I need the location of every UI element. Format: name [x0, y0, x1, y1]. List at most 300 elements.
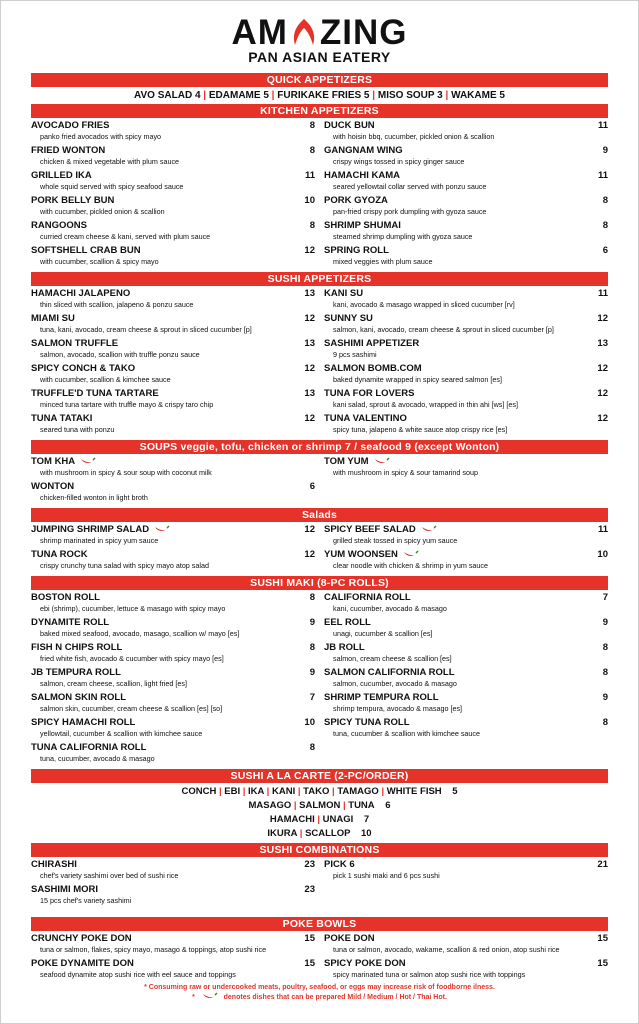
menu-item-title-row — [324, 313, 608, 324]
menu-item — [31, 120, 315, 145]
menu-item-name: RANGOONS — [31, 220, 87, 231]
menu-item-price: 12 — [304, 363, 315, 374]
menu-item-price: 8 — [309, 220, 315, 231]
menu-item-title-row — [324, 667, 608, 678]
logo-text-left: AM — [231, 13, 288, 52]
menu-item-name: SOFTSHELL CRAB BUN — [31, 245, 141, 256]
menu-item-name: PORK GYOZA — [324, 195, 388, 206]
menu-item — [31, 195, 315, 220]
menu-item — [31, 958, 315, 983]
menu-item-description: salmon, avocado, scallion with truffle ponzu sauce — [40, 350, 200, 359]
menu-item-title-row — [31, 742, 315, 753]
menu-item-description: crispy crunchy tuna salad with spicy mayo atop salad — [40, 561, 209, 570]
quick-appetizer: MISO SOUP 3 — [377, 90, 443, 101]
menu-item-price: 11 — [597, 120, 608, 131]
menu-grid — [31, 288, 608, 438]
menu-item-name-wrap — [31, 288, 130, 299]
menu-item-price: 8 — [602, 717, 608, 728]
menu-column-left — [31, 859, 315, 909]
menu-item-title-row — [324, 524, 608, 535]
menu-item-description: ebi (shrimp), cucumber, lettuce & masago with spicy mayo — [40, 604, 226, 613]
separator: | — [369, 90, 378, 101]
menu-item-description: tuna or salmon, flakes, spicy mayo, masago & toppings, atop sushi rice — [40, 945, 267, 954]
menu-item-name: DYNAMITE ROLL — [31, 617, 110, 628]
menu-item-name-wrap — [31, 245, 141, 256]
quick-appetizers-list — [31, 89, 608, 102]
menu-item — [324, 170, 608, 195]
menu-item-price: 13 — [304, 388, 315, 399]
menu-item — [324, 413, 608, 438]
menu-item-name-wrap — [324, 717, 410, 728]
menu-item-title-row — [324, 958, 608, 969]
menu-column-left — [31, 933, 315, 983]
chili-pepper-icon — [80, 457, 96, 465]
menu-item-title-row — [324, 642, 608, 653]
menu-item-name: SPICY TUNA ROLL — [324, 717, 410, 728]
menu-item-name: HAMACHI KAMA — [324, 170, 400, 181]
menu-item-description: curried cream cheese & kani, served with plum sauce — [40, 232, 211, 241]
menu-item-title-row — [31, 170, 315, 181]
menu-item-description: grilled steak tossed in spicy yum sauce — [333, 536, 458, 545]
menu-item-name: TUNA VALENTINO — [324, 413, 407, 424]
menu-item-title-row — [31, 120, 315, 131]
alacarte-fish: SCALLOP — [305, 828, 351, 839]
menu-item-title-row — [31, 145, 315, 156]
menu-item-name-wrap — [324, 363, 422, 374]
spacer — [375, 800, 386, 811]
menu-column-right — [324, 524, 608, 574]
menu-item-name-wrap — [31, 692, 126, 703]
menu-item-title-row — [31, 313, 315, 324]
menu-item-title-row — [31, 338, 315, 349]
menu-item-name: SALMON TRUFFLE — [31, 338, 119, 349]
menu-item-name-wrap — [31, 617, 109, 628]
spacer — [31, 909, 608, 915]
menu-item-name: SPICY CONCH & TAKO — [31, 363, 136, 374]
menu-item-description: thin sliced with scallion, jalapeno & ponzu sauce — [40, 300, 194, 309]
menu-item — [324, 363, 608, 388]
menu-item-title-row — [31, 456, 315, 467]
menu-item-price: 8 — [309, 642, 315, 653]
menu-item-title-row — [31, 481, 315, 492]
menu-item — [31, 667, 315, 692]
menu-item-price: 6 — [602, 245, 608, 256]
menu-item-description: kani, avocado & masago wrapped in sliced cucumber [rv] — [333, 300, 515, 309]
menu-item-description: crispy wings tossed in spicy ginger sauce — [333, 157, 465, 166]
menu-item-description: whole squid served with spicy seafood sauce — [40, 182, 184, 191]
menu-item-name: FISH N CHIPS ROLL — [31, 642, 123, 653]
menu-item-name-wrap — [324, 313, 373, 324]
menu-item-price: 12 — [304, 524, 315, 535]
menu-item-price: 15 — [597, 933, 608, 944]
menu-item-title-row — [324, 145, 608, 156]
menu-item — [324, 120, 608, 145]
menu-item-description: kani, cucumber, avocado & masago — [333, 604, 447, 613]
menu-item-name: SHRIMP SHUMAI — [324, 220, 401, 231]
separator: | — [295, 786, 304, 797]
menu-item-title-row — [324, 717, 608, 728]
menu-item-title-row — [31, 220, 315, 231]
menu-item-description: chef's variety sashimi over bed of sushi rice — [40, 871, 179, 880]
menu-item-description: spicy tuna, jalapeno & white sauce atop crispy rice [es] — [333, 425, 508, 434]
section-header: POKE BOWLS — [31, 917, 608, 931]
alacarte-fish: TUNA — [348, 800, 375, 811]
menu-item — [31, 338, 315, 363]
menu-item — [31, 313, 315, 338]
menu-item-title-row — [31, 717, 315, 728]
menu-item-name: SPICY BEEF SALAD — [324, 524, 416, 535]
menu-item-description: with cucumber, scallion & kimchee sauce — [40, 375, 171, 384]
menu-column-left — [31, 524, 315, 574]
menu-item — [31, 884, 315, 909]
menu-item — [31, 617, 315, 642]
menu-grid — [31, 456, 608, 506]
menu-item-name-wrap — [324, 338, 419, 349]
menu-item-description: fried white fish, avocado & cucumber with spicy mayo [es] — [40, 654, 224, 663]
menu-item-price: 7 — [602, 592, 608, 603]
menu-item-name: JB ROLL — [324, 642, 365, 653]
menu-item-title-row — [31, 859, 315, 870]
menu-item-price: 8 — [309, 592, 315, 603]
logo-text-right: ZING — [319, 13, 408, 52]
menu-item-description: baked dynamite wrapped in spicy seared salmon [es] — [333, 375, 502, 384]
menu-item — [324, 717, 608, 742]
logo — [31, 1, 608, 71]
section-header: SOUPS veggie, tofu, chicken or shrimp 7 / seafood 9 (except Wonton) — [31, 440, 608, 454]
menu-item-name-wrap — [31, 481, 74, 492]
menu-item-name-wrap — [324, 933, 375, 944]
spice-note — [31, 992, 608, 1002]
menu-item-title-row — [31, 549, 315, 560]
menu-item-name-wrap — [31, 170, 92, 181]
alacarte-fish: WHITE FISH — [386, 786, 442, 797]
menu-item-price: 12 — [304, 313, 315, 324]
menu-item-title-row — [324, 617, 608, 628]
alacarte-price: 6 — [385, 800, 391, 811]
menu-item-description: panko fried avocados with spicy mayo — [40, 132, 162, 141]
menu-item — [31, 363, 315, 388]
menu-item — [31, 245, 315, 270]
menu-item-name: EEL ROLL — [324, 617, 371, 628]
menu-item-description: spicy marinated tuna or salmon atop sushi rice with toppings — [333, 970, 526, 979]
menu-column-right — [324, 288, 608, 438]
menu-item-description: salmon, cucumber, avocado & masago — [333, 679, 457, 688]
menu-item-description: 15 pcs chef's variety sashimi — [40, 896, 132, 905]
menu-item-name-wrap — [324, 859, 355, 870]
menu-item-name-wrap — [324, 642, 365, 653]
menu-item-price: 11 — [597, 170, 608, 181]
menu-item-name: TUNA ROCK — [31, 549, 88, 560]
menu-item-name-wrap — [324, 220, 401, 231]
menu-item-description: shrimp tempura, avocado & masago [es] — [333, 704, 463, 713]
menu-item-description: shrimp marinated in spicy yum sauce — [40, 536, 159, 545]
menu-item-price: 9 — [309, 667, 315, 678]
menu-item-name: SPRING ROLL — [324, 245, 389, 256]
menu-item-title-row — [31, 195, 315, 206]
menu-item-title-row — [324, 363, 608, 374]
menu-item-name-wrap — [31, 195, 114, 206]
menu-item-description: yellowtail, cucumber & scallion with kimchee sauce — [40, 729, 203, 738]
menu-item — [31, 288, 315, 313]
menu-item-name: YUM WOONSEN — [324, 549, 398, 560]
menu-item-title-row — [31, 617, 315, 628]
menu-item-name-wrap — [31, 958, 134, 969]
menu-item-name: SHRIMP TEMPURA ROLL — [324, 692, 439, 703]
menu-item-name: MIAMI SU — [31, 313, 75, 324]
menu-item-description: pick 1 sushi maki and 6 pcs sushi — [333, 871, 440, 880]
menu-grid — [31, 524, 608, 574]
menu-item-price: 8 — [309, 120, 315, 131]
menu-item-name-wrap — [31, 120, 109, 131]
menu-item-price: 12 — [597, 313, 608, 324]
menu-item-price: 8 — [602, 667, 608, 678]
menu-item-description: tuna or salmon, avocado, wakame, scallion & red onion, atop sushi rice — [333, 945, 560, 954]
menu-item-name: TRUFFLE'D TUNA TARTARE — [31, 388, 159, 399]
menu-item-description: with hoisin bbq, cucumber, pickled onion & scallion — [333, 132, 495, 141]
menu-item-price: 10 — [597, 549, 608, 560]
menu-column-left — [31, 120, 315, 270]
menu-item-title-row — [324, 388, 608, 399]
menu-item-name-wrap — [31, 642, 122, 653]
menu-item-description: kani salad, sprout & avocado, wrapped in thin ahi [ws] [es] — [333, 400, 518, 409]
menu-item-description: with cucumber, pickled onion & scallion — [40, 207, 165, 216]
menu-item — [324, 245, 608, 270]
menu-item — [31, 388, 315, 413]
menu-item-name: SALMON SKIN ROLL — [31, 692, 126, 703]
alacarte-fish: KANI — [271, 786, 296, 797]
menu-item-name: SPICY POKE DON — [324, 958, 406, 969]
menu-column-right — [324, 120, 608, 270]
menu-item-name: AVOCADO FRIES — [31, 120, 110, 131]
menu-item-name-wrap — [324, 958, 406, 969]
alacarte-line — [31, 827, 608, 841]
alacarte-price: 10 — [361, 828, 372, 839]
menu-item — [31, 145, 315, 170]
menu-item-description: steamed shrimp dumpling with gyoza sauce — [333, 232, 473, 241]
menu-item-name: TOM YUM — [324, 456, 369, 467]
chili-pepper-icon — [374, 457, 390, 465]
menu-item-name: TOM KHA — [31, 456, 76, 467]
menu-item-title-row — [324, 120, 608, 131]
alacarte-price: 5 — [452, 786, 458, 797]
menu-item-title-row — [31, 413, 315, 424]
menu-item-description: unagi, cucumber & scallion [es] — [333, 629, 433, 638]
menu-item-price: 9 — [602, 145, 608, 156]
menu-item-name-wrap — [31, 933, 132, 944]
alacarte-fish: TAKO — [303, 786, 330, 797]
menu-item-price: 9 — [602, 692, 608, 703]
menu-item-title-row — [324, 288, 608, 299]
separator: | — [297, 828, 306, 839]
menu-item-description: salmon, cream cheese & scallion [es] — [333, 654, 452, 663]
menu-item-description: mixed veggies with plum sauce — [333, 257, 433, 266]
logo-a-emblem-icon — [289, 17, 319, 47]
menu-item-name: SASHIMI APPETIZER — [324, 338, 420, 349]
menu-item-description: seafood dynamite atop sushi rice with eel sauce and toppings — [40, 970, 236, 979]
menu-item-description: with mushroom in spicy & sour tamarind soup — [333, 468, 479, 477]
menu-item — [324, 145, 608, 170]
menu-item-price: 7 — [309, 692, 315, 703]
menu-item-name-wrap — [31, 363, 135, 374]
menu-item-title-row — [31, 592, 315, 603]
menu-item-price: 12 — [597, 413, 608, 424]
menu-item-price: 10 — [304, 195, 315, 206]
menu-item — [31, 742, 315, 767]
menu-item-name: HAMACHI JALAPENO — [31, 288, 131, 299]
menu-item-price: 10 — [304, 717, 315, 728]
menu-item-description: with cucumber, scallion & spicy mayo — [40, 257, 159, 266]
menu-item-name-wrap — [324, 549, 419, 560]
alacarte-fish: CONCH — [181, 786, 217, 797]
menu-item-name-wrap — [324, 667, 455, 678]
menu-item-name: SUNNY SU — [324, 313, 373, 324]
menu-item-price: 11 — [304, 170, 315, 181]
menu-item-name: GRILLED IKA — [31, 170, 92, 181]
menu-item — [324, 958, 608, 983]
menu-item-name: JUMPING SHRIMP SALAD — [31, 524, 150, 535]
menu-item-price: 21 — [597, 859, 608, 870]
menu-item — [324, 642, 608, 667]
quick-appetizer: FURIKAKE FRIES 5 — [277, 90, 370, 101]
menu-item-description: chicken-filled wonton in light broth — [40, 493, 148, 502]
menu-item-name-wrap — [31, 884, 98, 895]
menu-item-name: KANI SU — [324, 288, 364, 299]
menu-item-title-row — [31, 884, 315, 895]
menu-item-price: 23 — [304, 884, 315, 895]
menu-item-title-row — [324, 859, 608, 870]
chili-pepper-icon — [403, 550, 419, 558]
menu-item-title-row — [324, 170, 608, 181]
menu-item — [324, 388, 608, 413]
menu-item-name-wrap — [31, 859, 77, 870]
menu-item — [31, 549, 315, 574]
quick-appetizer: AVO SALAD 4 — [134, 90, 201, 101]
menu-item-description: tuna, cucumber & scallion with kimchee sauce — [333, 729, 481, 738]
menu-item-title-row — [324, 220, 608, 231]
menu-column-right — [324, 592, 608, 767]
menu-item-price: 9 — [309, 617, 315, 628]
menu-item — [31, 220, 315, 245]
menu-item — [31, 642, 315, 667]
alacarte-fish: EBI — [224, 786, 241, 797]
section-header: QUICK APPETIZERS — [31, 73, 608, 87]
spacer — [442, 786, 453, 797]
separator: | — [314, 814, 323, 825]
menu-item — [324, 220, 608, 245]
menu-column-right — [324, 859, 608, 909]
menu-column-right — [324, 933, 608, 983]
menu-item-description: 9 pcs sashimi — [333, 350, 377, 359]
alacarte-fish: SALMON — [299, 800, 341, 811]
menu-item-description: clear noodle with chicken & shrimp in yum sauce — [333, 561, 489, 570]
logo-subtitle: PAN ASIAN EATERY — [248, 49, 391, 65]
menu-item — [324, 313, 608, 338]
menu-item-name: POKE DYNAMITE DON — [31, 958, 134, 969]
alacarte-fish: IKA — [248, 786, 265, 797]
menu-item — [31, 592, 315, 617]
separator: | — [291, 800, 300, 811]
menu-item-name: CRUNCHY POKE DON — [31, 933, 132, 944]
menu-item-title-row — [324, 592, 608, 603]
alacarte-line — [31, 785, 608, 799]
menu-item-price: 11 — [597, 524, 608, 535]
chili-pepper-icon — [202, 992, 218, 1000]
menu-item-name: TUNA TATAKI — [31, 413, 93, 424]
menu-item-price: 11 — [597, 288, 608, 299]
menu-item-title-row — [31, 958, 315, 969]
menu-item-name: SALMON CALIFORNIA ROLL — [324, 667, 455, 678]
menu-item-price: 13 — [304, 338, 315, 349]
menu-item — [31, 524, 315, 549]
menu-item — [324, 692, 608, 717]
menu-item-name-wrap — [31, 313, 75, 324]
menu-item-price: 6 — [309, 481, 315, 492]
quick-appetizer: WAKAME 5 — [451, 90, 505, 101]
menu-item-name-wrap — [324, 195, 388, 206]
menu-item-name: TUNA CALIFORNIA ROLL — [31, 742, 147, 753]
menu-item-name: SASHIMI MORI — [31, 884, 99, 895]
menu-item-name-wrap — [31, 592, 100, 603]
logo-wordmark — [31, 15, 608, 50]
menu-item-price: 8 — [309, 145, 315, 156]
menu-item-title-row — [324, 549, 608, 560]
separator: | — [329, 786, 338, 797]
menu-item-name-wrap — [31, 145, 105, 156]
footer-notes — [31, 983, 608, 1002]
menu-item-name-wrap — [324, 692, 439, 703]
menu-item-name-wrap — [324, 245, 389, 256]
menu-item-description: seared tuna with ponzu — [40, 425, 115, 434]
menu-grid — [31, 120, 608, 270]
menu-item-name-wrap — [31, 742, 146, 753]
chili-pepper-icon — [154, 525, 170, 533]
menu-item-description: tuna, cucumber, avocado & masago — [40, 754, 155, 763]
quick-appetizer: EDAMAME 5 — [208, 90, 269, 101]
separator: | — [268, 90, 278, 101]
menu-item-name: GANGNAM WING — [324, 145, 403, 156]
menu-item-name-wrap — [31, 456, 96, 467]
menu-item-price: 15 — [597, 958, 608, 969]
menu-item-price: 23 — [304, 859, 315, 870]
menu-grid — [31, 933, 608, 983]
menu-item-name-wrap — [31, 549, 88, 560]
menu-item-title-row — [324, 933, 608, 944]
menu-item-description: minced tuna tartare with truffle mayo & crispy taro chip — [40, 400, 214, 409]
menu-item-name-wrap — [31, 388, 159, 399]
menu-item-description: salmon, kani, avocado, cream cheese & sprout in sliced cucumber [p] — [333, 325, 554, 334]
menu-column-left — [31, 288, 315, 438]
menu-column-left — [31, 456, 315, 506]
menu-item-name-wrap — [324, 388, 414, 399]
menu-item — [324, 859, 608, 884]
menu-item-name-wrap — [31, 524, 170, 535]
section-header: SUSHI APPETIZERS — [31, 272, 608, 286]
menu-item-description: baked mixed seafood, avocado, masago, scallion w/ mayo [es] — [40, 629, 240, 638]
menu-item-description: tuna, kani, avocado, cream cheese & sprout in sliced cucumber [p] — [40, 325, 252, 334]
menu-item — [324, 549, 608, 574]
section-header: Salads — [31, 508, 608, 522]
menu-item-price: 13 — [304, 288, 315, 299]
foodborne-note: * Consuming raw or undercooked meats, poultry, seafood, or eggs may increase risk of foodborne ilness. — [144, 984, 495, 991]
menu-item-name: POKE DON — [324, 933, 375, 944]
menu-item-name-wrap — [31, 717, 135, 728]
menu-item-price: 8 — [602, 642, 608, 653]
menu-item-price: 12 — [304, 245, 315, 256]
menu-item-title-row — [31, 388, 315, 399]
menu-item-title-row — [31, 667, 315, 678]
menu-item-name: FRIED WONTON — [31, 145, 106, 156]
menu-item-price: 8 — [602, 195, 608, 206]
